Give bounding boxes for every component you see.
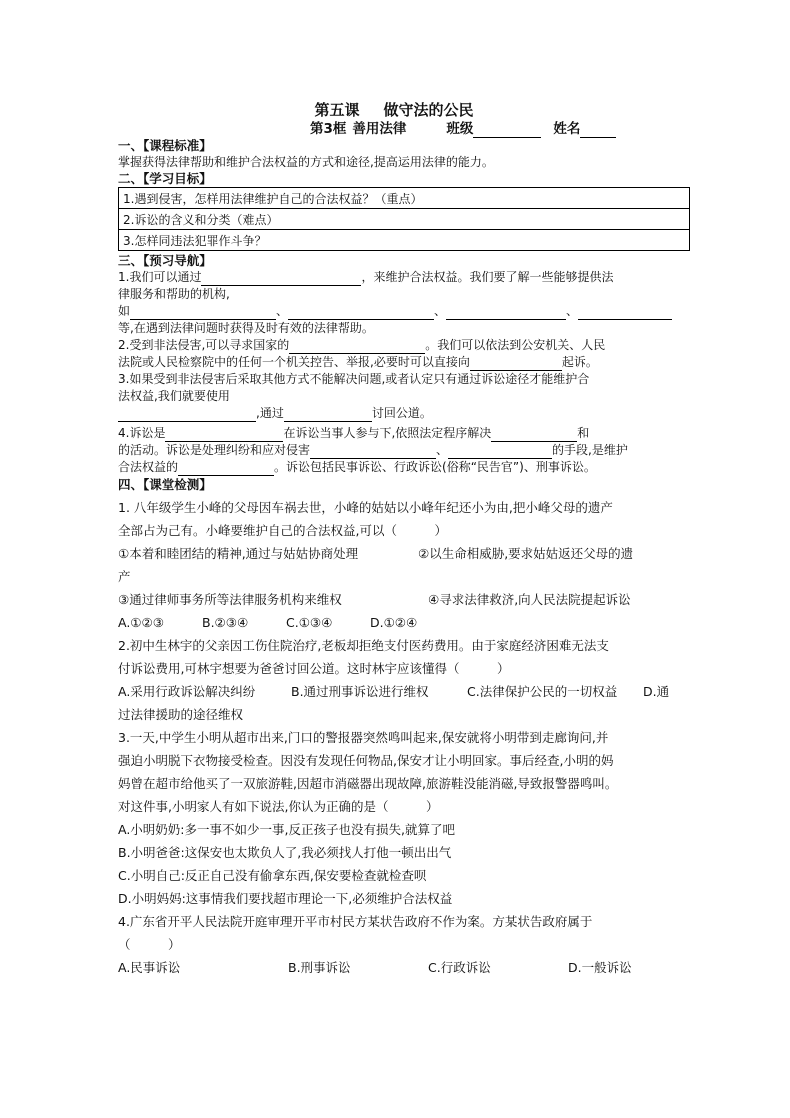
class-label: 班级 xyxy=(446,121,474,137)
class-field[interactable] xyxy=(473,123,541,138)
worksheet: 第五课 做守法的公民 第3框 善用法律 班级 姓名 一、【课程标准】 掌握获得法律帮助和维护合法权益的方式和途径,提高运用法律的能力。 二、【学习目标】 1.遇到侵害，怎样用法律维护自己的合法权益？（重点） 2.诉讼的含义和分类（难点） 3.怎样同违法犯罪作斗争？ 三、【预习导航】 1.我们可以通过 ，来维护合法权益。我们要了解一些能够提供法 律服务和帮助的机构, 如 、 、 、 等,在遇到法律问题时获得及时有效的法律帮助。 2.受到非法侵害,可以寻求国家的 。我们可以依法到公安机关、人民 法院或人民检察院中的任何一个机关控告、举报,必要时可以直接向 起诉。 3.如果受到非法侵害后采取其他方式不能解决问题,或者认定只有通过诉讼途径才能维护合 法权益,我们就要使用 ,通过 讨回公道。 4.诉讼是 在诉讼当事人参与下,依照法定程序解决 和 的活动。诉讼是处理纠纷和应对侵害 、 的手段,是维护 合法权益的 。诉讼包括民事诉讼、行政诉讼(俗称“民告官”)、刑事诉讼。 四、【课堂检测】 1. 八年级学生小峰的父母因车祸去世，小峰的姑姑以小峰年纪还小为由,把小峰父母的遗产 全部占为己有。小峰要维护自己的合法权益,可以（ ） ①本着和睦团结的精神,通过与姑姑协商处理 ②以生命相威胁,要求姑姑返还父母的遗 产 ③通过律师事务所等法律服务机构来维权 ④寻求法律救济,向人民法院提起诉讼 A.①②③ B.②③④ C.①③④ D.①②④ 2.初中生林宇的父亲因工伤住院治疗,老板却拒绝支付医药费用。由于家庭经济困难无法支 付诉讼费用,可林宇想要为爸爸讨回公道。这时林宇应该懂得（ ） A.采用行政诉讼解决纠纷 B.通过刑事诉讼进行维权 C.法律保护公民的一切权益 D.通 过法律援助的途径维权 3.一天,中学生小明从超市出来,门口的警报器突然鸣叫起来,保安就将小明带到走廊询问,并 强迫小明脱下衣物接受检查。因没有发现任何物品,保安才让小明回家。事后经查,小明的妈 妈曾在超市给他买了一双旅游鞋,因超市消磁器出现故障,旅游鞋没能消磁,导致报警器鸣叫。 对这件事,小明家人有如下说法,你认为正确的是（ ） A.小明奶奶:多一事不如少一事,反正孩子也没有损失,就算了吧 B.小明爸爸:这保安也太欺负人了,我必须找人打他一顿出出气 C.小明自己:反正自己没有偷拿东西,保安要检查就检查呗 D.小明妈妈:这事情我们要找超市理论一下,必须维护合法权益 4.广东省开平人民法院开庭审理开平市村民方某状告政府不作为案。方某状告政府属于 （ ） A.民事诉讼 B.刑事诉讼 C.行政诉讼 D.一般诉讼 xyxy=(118,100,670,979)
blank[interactable] xyxy=(288,306,434,320)
q3-option-d[interactable]: D.小明妈妈:这事情我们要找超市理论一下,必须维护合法权益 xyxy=(118,891,453,906)
q4-choices: A.民事诉讼 B.刑事诉讼 C.行政诉讼 D.一般诉讼 xyxy=(118,960,632,975)
preview-2-line-1: 2.受到非法侵害,可以寻求国家的 。我们可以依法到公安机关、人民 xyxy=(118,338,606,352)
table-row xyxy=(119,188,690,209)
preview-4-line-3: 合法权益的 。诉讼包括民事诉讼、行政诉讼(俗称“民告官”)、刑事诉讼。 xyxy=(118,460,596,474)
blank[interactable] xyxy=(178,462,274,476)
goal-item: 2.诉讼的含义和分类（难点） xyxy=(119,209,690,230)
blank[interactable] xyxy=(165,428,283,442)
blank[interactable] xyxy=(578,306,672,320)
goal-item: 3.怎样同违法犯罪作斗争？ xyxy=(119,230,690,251)
q3-option-c[interactable]: C.小明自己:反正自己没有偷拿东西,保安要检查就检查呗 xyxy=(118,868,427,883)
preview-2-line-2: 法院或人民检察院中的任何一个机关控告、举报,必要时可以直接向 起诉。 xyxy=(118,355,598,369)
blank[interactable] xyxy=(310,445,436,459)
name-label: 姓名 xyxy=(553,121,581,137)
q3-option-b[interactable]: B.小明爸爸:这保安也太欺负人了,我必须找人打他一顿出出气 xyxy=(118,845,452,860)
section-preview-heading: 三、【预习导航】 xyxy=(118,253,212,268)
section-test-heading: 四、【课堂检测】 xyxy=(118,477,212,492)
goals-table xyxy=(118,187,690,251)
section-goals-heading: 二、【学习目标】 xyxy=(118,171,212,186)
q3-option-a[interactable]: A.小明奶奶:多一事不如少一事,反正孩子也没有损失,就算了吧 xyxy=(118,822,455,837)
blank[interactable] xyxy=(130,306,276,320)
name-field[interactable] xyxy=(580,123,616,138)
lesson-number: 第五课 xyxy=(314,101,360,119)
preview-4-line-2: 的活动。诉讼是处理纠纷和应对侵害 、 的手段,是维护 xyxy=(118,443,628,457)
preview-1-line-3: 如 、 、 、 xyxy=(118,303,670,320)
blank[interactable] xyxy=(491,428,577,442)
blank[interactable] xyxy=(289,340,425,354)
q1-options-row-2: ③通过律师事务所等法律服务机构来维权 ④寻求法律救济,向人民法院提起诉讼 xyxy=(118,592,631,607)
blank[interactable] xyxy=(118,408,256,422)
table-row xyxy=(119,209,690,230)
section-standard-heading: 一、【课程标准】 xyxy=(118,138,212,153)
goal-item: 1.遇到侵害，怎样用法律维护自己的合法权益？（重点） xyxy=(119,188,690,209)
q2-choices: A.采用行政诉讼解决纠纷 B.通过刑事诉讼进行维权 C.法律保护公民的一切权益 D.通 xyxy=(118,684,670,699)
preview-1-line-1: 1.我们可以通过 ，来维护合法权益。我们要了解一些能够提供法 xyxy=(118,270,614,284)
q1-choices: A.①②③ B.②③④ C.①③④ D.①②④ xyxy=(118,615,418,630)
blank[interactable] xyxy=(448,445,552,459)
standard-text: 掌握获得法律帮助和维护合法权益的方式和途径,提高运用法律的能力。 xyxy=(118,155,494,169)
preview-3-line-3: ,通过 讨回公道。 xyxy=(118,405,670,425)
preview-4-line-1: 4.诉讼是 在诉讼当事人参与下,依照法定程序解决 和 xyxy=(118,426,590,440)
blank[interactable] xyxy=(284,408,372,422)
blank[interactable] xyxy=(446,306,566,320)
page-title xyxy=(118,100,670,120)
frame-number: 第3框 xyxy=(310,121,347,137)
lesson-title: 做守法的公民 xyxy=(383,101,474,119)
q1-options-row-1: ①本着和睦团结的精神,通过与姑姑协商处理 ②以生命相威胁,要求姑姑返还父母的遗 xyxy=(118,546,634,561)
frame-title: 善用法律 xyxy=(352,121,407,137)
table-row xyxy=(119,230,690,251)
blank[interactable] xyxy=(470,357,562,371)
blank[interactable] xyxy=(201,272,361,286)
subtitle-row xyxy=(118,120,670,138)
